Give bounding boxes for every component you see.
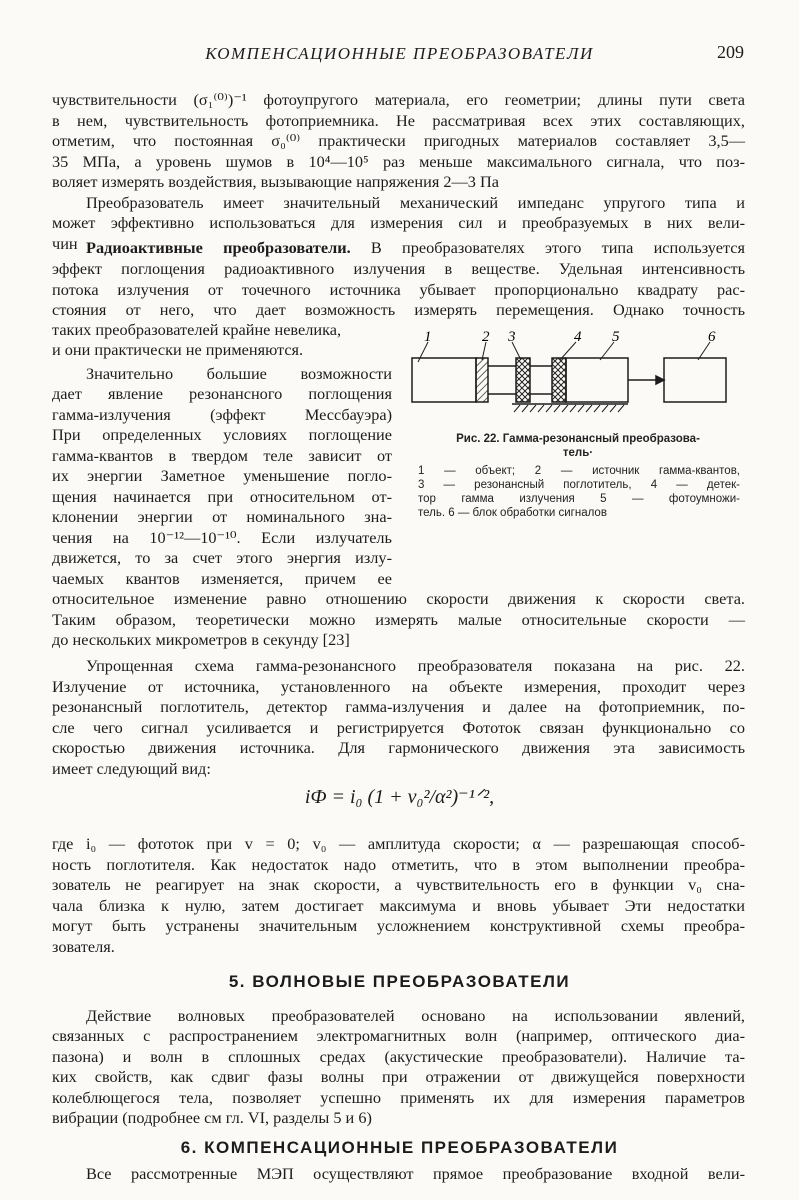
formula: iФ = i₀ (1 + v₀²/α²)⁻¹ᐟ², [304, 786, 495, 808]
figure-label: 6 [708, 329, 716, 345]
resonant-absorber-block [516, 358, 530, 402]
text-line: где i₀ — фототок при v = 0; v₀ — амплитуда скорости; α — разрешающая способ- [52, 834, 745, 853]
section-title: 5. ВОЛНОВЫЕ ПРЕОБРАЗОВАТЕЛИ [228, 972, 571, 991]
section-title: 6. КОМПЕНСАЦИОННЫЕ ПРЕОБРАЗОВАТЕЛИ [180, 1138, 619, 1157]
text-line: таких преобразователей крайне невелика, [52, 320, 342, 339]
text-line: ких свойств, как сдвиг фазы волны при отражении от движущейся поверхности [52, 1067, 745, 1086]
text-line: зователь не реагирует на знак скорости, а чувствительность его в функции v₀ сна- [52, 875, 745, 894]
text-line: потока излучения от точечного источника убывает пропорционально квадрату рас- [52, 280, 745, 299]
object-block [412, 358, 476, 402]
figure-caption-line: 1 — объект; 2 — источник гамма-квантов, [418, 465, 740, 477]
text-line: чаемых квантов изменяется, причем ее [52, 569, 392, 588]
figure-22-diagram [408, 328, 748, 420]
figure-caption-line: тор гамма излучения 5 — фотоумножи- [418, 493, 740, 505]
paragraph-first-line: Радиоактивные преобразователи. В преобразователях этого типа используется [86, 238, 745, 257]
gamma-source-block [476, 358, 488, 402]
figure-label: 5 [612, 329, 620, 345]
text-line: зователя. [52, 937, 115, 956]
text-line: Значительно большие возможности [86, 364, 392, 383]
text-line: 35 МПа, а уровень шумов в 10⁴—10⁵ раз меньше максимального сигнала, что поз- [52, 152, 745, 171]
figure-caption-line: тель. 6 — блок обработки сигналов [418, 507, 607, 519]
text-line: резонансный поглотитель, детектор гамма-излучения и далее на фотоприемник, по- [52, 697, 745, 716]
text-line: эффект поглощения радиоактивного излучения в веществе. Удельная интенсивность [52, 259, 745, 278]
figure-label: 1 [424, 329, 432, 345]
figure-label: 2 [482, 329, 490, 345]
text-line: клонении энергии от номинального зна- [52, 507, 392, 526]
text-line: сле чего сигнал усиливается и регистрируется Фототок связан функционально со [52, 718, 745, 737]
text-line: может эффективно использоваться для измерения сил и преобразуемых в них вели- [52, 213, 745, 232]
text-line: колеблющегося тела, позволяет успешно применять их для измерения параметров [52, 1088, 745, 1107]
paragraph-heading: Радиоактивные преобразователи. [86, 238, 351, 257]
text-line: чала близка к нулю, затем достигает максимума и вновь убывает Эти недостатки [52, 896, 745, 915]
text-line: движется, то за счет этого энергия излу- [52, 548, 392, 567]
text-line: и они практически не применяются. [52, 340, 304, 359]
text-line: чувствительности (σ₁⁽⁰⁾)⁻¹ фотоупругого материала, его геометрии; длины пути света [52, 90, 745, 109]
text-line: Таким образом, теоретически можно измерять малые относительные скорости — [52, 610, 745, 629]
text-line: Преобразователь имеет значительный механический импеданс упругого типа и [86, 193, 745, 212]
text-line: имеет следующий вид: [52, 759, 211, 778]
text-line: ность поглотителя. Как недостаток надо отметить, что в этом выполнении преобра- [52, 855, 745, 874]
text-line: Все рассмотренные МЭП осуществляют прямое преобразование входной вели- [86, 1164, 745, 1183]
figure-caption-title: тель· [562, 447, 594, 459]
text-line: скоростью движения источника. Для гармонического движения эта зависимость [52, 738, 745, 757]
text-line: вибрации (подробнее см гл. VI, разделы 5 и 6) [52, 1108, 372, 1127]
text-line: гамма-излучения (эффект Мессбауэра) [52, 405, 392, 424]
detector-block [552, 358, 566, 402]
figure-caption-title: Рис. 22. Гамма-резонансный преобразова- [456, 433, 700, 445]
figure-label: 3 [508, 329, 516, 345]
text-line: их энергии Заметное уменьшение погло- [52, 466, 392, 485]
text-line: до нескольких микрометров в секунду [23] [52, 630, 350, 649]
text-line: в нем, чувствительность фотоприемника. Не рассматривая всех этих составляющих, [52, 111, 745, 130]
figure-caption-line: 3 — резонансный поглотитель, 4 — детек- [418, 479, 740, 491]
text-line: При определенных условиях поглощение [52, 425, 392, 444]
photomultiplier-block [566, 358, 628, 402]
text-line: щения начинается при относительном от- [52, 487, 392, 506]
text-line: Излучение от источника, установленного на объекте измерения, проходит через [52, 677, 745, 696]
text-line: гамма-квантов в твердом теле зависит от [52, 446, 392, 465]
text-line: чения на 10⁻¹²—10⁻¹⁰. Если излучатель [52, 528, 392, 547]
text-line: стояния от него, что дает возможность измерять перемещения. Однако точность [52, 300, 745, 319]
text-line: чин [52, 234, 78, 253]
page-number: 209 [717, 42, 744, 62]
text-line: Упрощенная схема гамма-резонансного преобразователя показана на рис. 22. [86, 656, 745, 675]
figure-label: 4 [574, 329, 582, 345]
text-line: относительное изменение равно отношению скорости движения к скорости света. [52, 589, 745, 608]
text-line: воляет измерять воздействия, вызывающие напряжения 2—3 Па [52, 172, 499, 191]
text-line: дает явление резонансного поглощения [52, 384, 392, 403]
text-line: Действие волновых преобразователей основано на использовании явлений, [86, 1006, 745, 1025]
signal-processing-block [664, 358, 726, 402]
running-header: КОМПЕНСАЦИОННЫЕ ПРЕОБРАЗОВАТЕЛИ [205, 44, 594, 63]
text-line: связанных с распространением электромагнитных волн (например, оптического диа- [52, 1026, 745, 1045]
text-line: отметим, что постоянная σ₀⁽⁰⁾ практически пригодных материалов составляет 3,5— [52, 131, 745, 150]
text-line: пазона) и волн в сплошных средах (акустические преобразователи). Наличие та- [52, 1047, 745, 1066]
text-line: могут быть устранены значительным усложнением конструктивной схемы преобра- [52, 916, 745, 935]
